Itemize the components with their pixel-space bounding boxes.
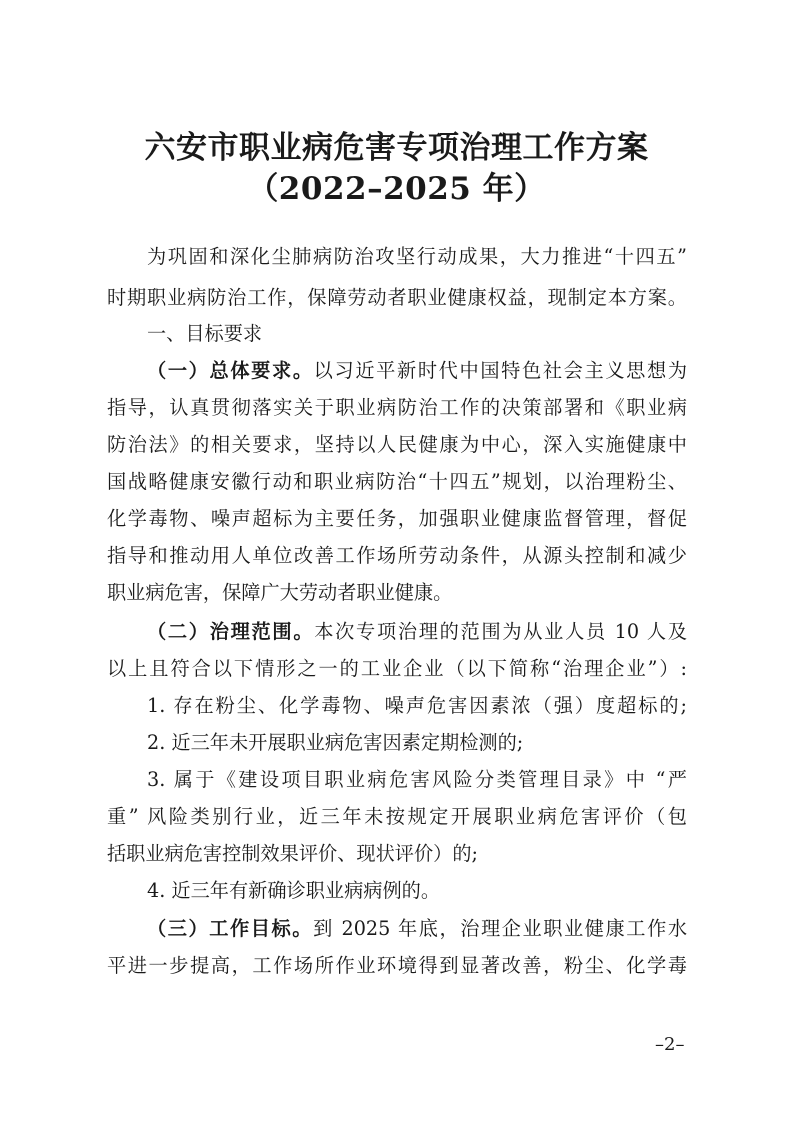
list-item-2: 2. 近三年未开展职业病危害因素定期检测的; [147,731,524,754]
page-number: –2– [655,1034,685,1055]
paragraph-scope-line-1 [107,622,687,641]
paragraph-overall-label: （一）总体要求。 [147,359,314,382]
intro-line-2: 时期职业病防治工作，保障劳动者职业健康权益，现制定本方案。 [107,286,687,309]
list-item-3-line-3: 括职业病危害控制效果评价、现状评价）的; [107,842,479,865]
document-subtitle-years: （2022–2025 年） [247,171,546,207]
paragraph-scope-line-2: 以上且符合以下情形之一的工业企业（以下简称“治理企业”）: [107,657,687,680]
list-item-3-line-1: 3. 属于《建设项目职业病危害风险分类管理目录》中 “严 [147,768,687,791]
paragraph-goals-text: 到 2025 年底，治理企业职业健康工作水 [313,917,688,940]
paragraph-overall-line-3: 防治法》的相关要求，坚持以人民健康为中心，深入实施健康中 [107,433,687,456]
intro-line-1: 为巩固和深化尘肺病防治攻坚行动成果，大力推进“十四五” [147,245,687,268]
list-item-3-line-2: 重” 风险类别行业，近三年未按规定开展职业病危害评价（包 [107,805,687,828]
paragraph-overall-line-7: 职业病危害，保障广大劳动者职业健康。 [107,581,453,604]
section-heading-goals: 一、目标要求 [147,322,263,345]
paragraph-overall-line-6: 指导和推动用人单位改善工作场所劳动条件，从源头控制和减少 [107,544,687,567]
list-item-4: 4. 近三年有新确诊职业病病例的。 [147,879,441,902]
paragraph-overall-line-5: 化学毒物、噪声超标为主要任务，加强职业健康监督管理，督促 [107,507,687,530]
paragraph-overall-line-2: 指导，认真贯彻落实关于职业病防治工作的决策部署和《职业病 [107,396,687,419]
paragraph-goals-label: （三）工作目标。 [147,917,314,940]
paragraph-scope-text: 本次专项治理的范围为从业人员 10 人及 [314,620,688,643]
paragraph-overall-text: 以习近平新时代中国特色社会主义思想为 [313,359,688,382]
paragraph-goals-line-1 [107,919,687,938]
paragraph-scope-label: （二）治理范围。 [147,620,315,643]
paragraph-goals-line-2: 平进一步提高，工作场所作业环境得到显著改善，粉尘、化学毒 [107,954,687,977]
document-title: 六安市职业病危害专项治理工作方案 [144,130,649,166]
paragraph-overall-line-1 [107,361,687,380]
paragraph-overall-line-4: 国战略健康安徽行动和职业病防治“十四五”规划，以治理粉尘、 [107,470,687,493]
list-item-1: 1. 存在粉尘、化学毒物、噪声危害因素浓（强）度超标的; [147,694,687,717]
